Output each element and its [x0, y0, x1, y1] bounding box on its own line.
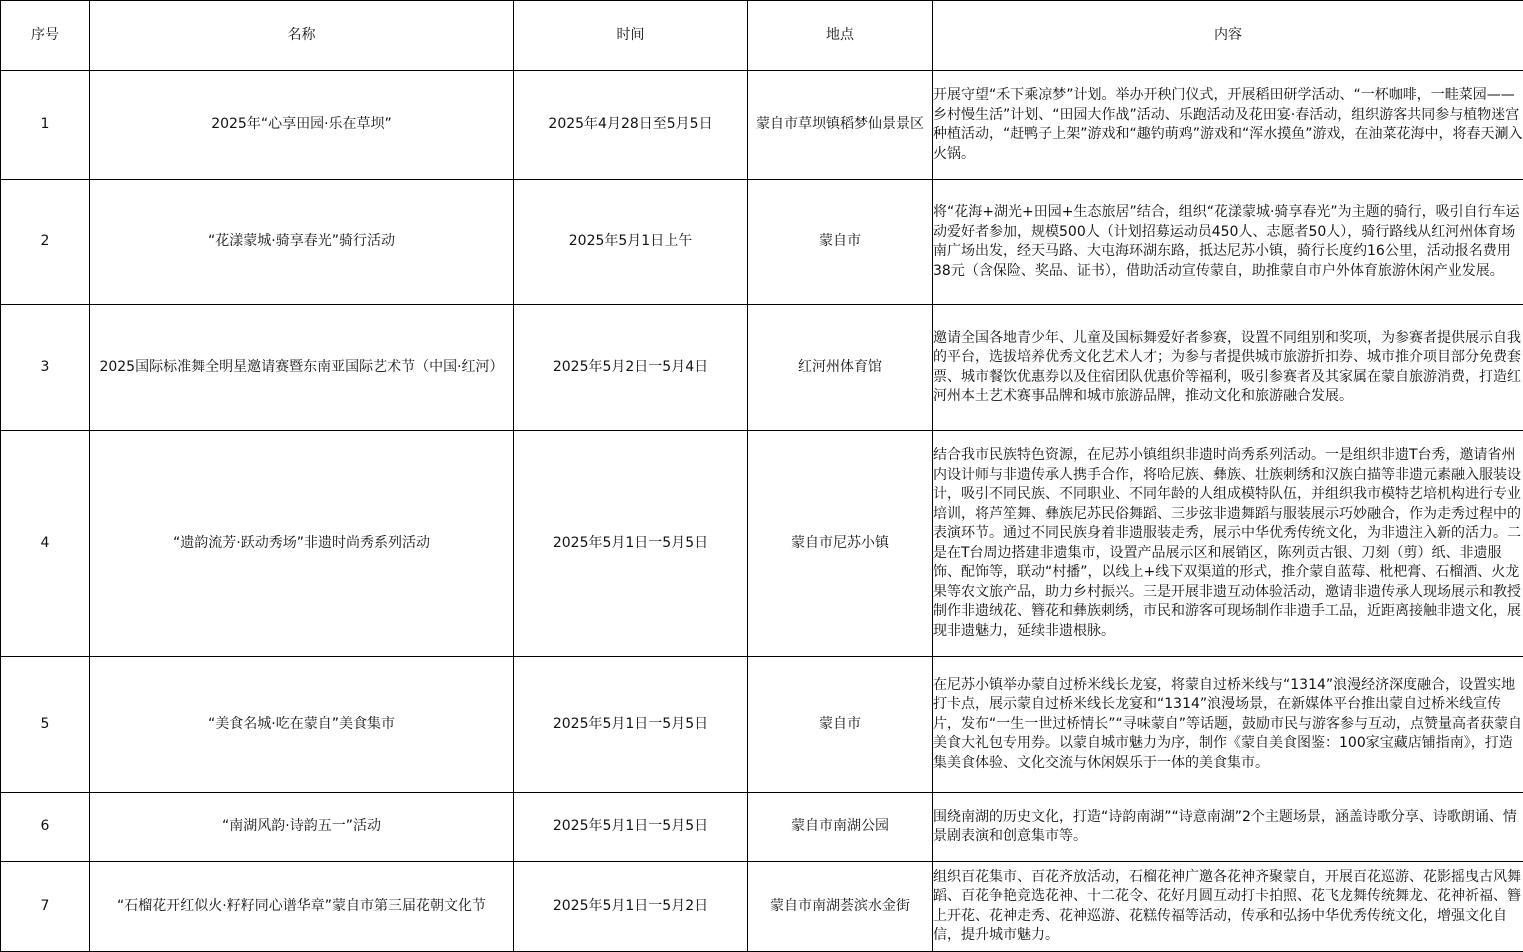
cell-time: 2025年5月1日一5月5日: [514, 431, 748, 657]
cell-time: 2025年5月1日一5月2日: [514, 862, 748, 952]
cell-name: “南湖风韵·诗韵五一”活动: [90, 793, 514, 862]
cell-time: 2025年5月1日上午: [514, 180, 748, 305]
table-row: [1, 862, 1523, 952]
cell-name: “石榴花开红似火·籽籽同心谱华章”蒙自市第三届花朝文化节: [90, 862, 514, 952]
cell-name: “遗韵流芳·跃动秀场”非遗时尚秀系列活动: [90, 431, 514, 657]
cell-place: 蒙自市草坝镇稻梦仙景景区: [748, 71, 933, 180]
cell-place: 红河州体育馆: [748, 305, 933, 431]
table-row: [1, 657, 1523, 793]
cell-no: 3: [1, 305, 90, 431]
table-row: [1, 793, 1523, 862]
header-no: 序号: [1, 1, 90, 71]
cell-name: “美食名城·吃在蒙自”美食集市: [90, 657, 514, 793]
cell-no: 7: [1, 862, 90, 952]
cell-time: 2025年5月1日一5月5日: [514, 657, 748, 793]
cell-time: 2025年5月1日一5月5日: [514, 793, 748, 862]
cell-no: 6: [1, 793, 90, 862]
cell-time: 2025年4月28日至5月5日: [514, 71, 748, 180]
header-name: 名称: [90, 1, 514, 71]
cell-place: 蒙自市南湖公园: [748, 793, 933, 862]
cell-content: 组织百花集市、百花齐放活动，石榴花神广邀各花神齐聚蒙自，开展百花巡游、花影摇曳古风舞蹈、百花争艳竞选花神、十二花令、花好月圆互动打卡拍照、花飞龙舞传统舞龙、花神祈福、簪上开花、花神走秀、花神巡游、花糕传福等活动，传承和弘扬中华优秀传统文化，增强文化自信，提升城市魅力。: [933, 862, 1523, 952]
header-place: 地点: [748, 1, 933, 71]
cell-content: 开展守望“禾下乘凉梦”计划。举办开秧门仪式，开展稻田研学活动、“一杯咖啡，一畦菜园——乡村慢生活”计划、“田园大作战”活动、乐跑活动及花田宴·春活动，组织游客共同参与植物迷宫种植活动，“赶鸭子上架”游戏和“趣钓萌鸡”游戏和“浑水摸鱼”游戏，在油菜花海中，将春天涮入火锅。: [933, 71, 1523, 180]
cell-name: 2025年“心享田园·乐在草坝”: [90, 71, 514, 180]
cell-no: 2: [1, 180, 90, 305]
cell-no: 4: [1, 431, 90, 657]
cell-content: 邀请全国各地青少年、儿童及国标舞爱好者参赛，设置不同组别和奖项，为参赛者提供展示自我的平台，选拔培养优秀文化艺术人才；为参与者提供城市旅游折扣券、城市推介项目部分免费套票、城市餐饮优惠券以及住宿团队优惠价等福利，吸引参赛者及其家属在蒙自旅游消费，打造红河州本土艺术赛事品牌和城市旅游品牌，推动文化和旅游融合发展。: [933, 305, 1523, 431]
cell-no: 1: [1, 71, 90, 180]
cell-content: 在尼苏小镇举办蒙自过桥米线长龙宴，将蒙自过桥米线与“1314”浪漫经济深度融合，设置实地打卡点，展示蒙自过桥米线长龙宴和“1314”浪漫场景，在新媒体平台推出蒙自过桥米线宣传片，发布“一生一世过桥情长”“寻味蒙自”等话题，鼓励市民与游客参与互动，点赞量高者获蒙自美食大礼包专用券。以蒙自城市魅力为序，制作《蒙自美食图鉴：100家宝藏店铺指南》，打造集美食体验、文化交流与休闲娱乐于一体的美食集市。: [933, 657, 1523, 793]
cell-place: 蒙自市南湖荟滨水金街: [748, 862, 933, 952]
cell-place: 蒙自市: [748, 657, 933, 793]
header-time: 时间: [514, 1, 748, 71]
cell-place: 蒙自市: [748, 180, 933, 305]
table-row: [1, 71, 1523, 180]
cell-content: 围绕南湖的历史文化，打造“诗韵南湖”“诗意南湖”2个主题场景，涵盖诗歌分享、诗歌朗诵、情景剧表演和创意集市等。: [933, 793, 1523, 862]
header-row: [1, 1, 1523, 71]
table-row: [1, 180, 1523, 305]
cell-name: 2025国际标准舞全明星邀请赛暨东南亚国际艺术节（中国·红河）: [90, 305, 514, 431]
table-row: [1, 431, 1523, 657]
cell-place: 蒙自市尼苏小镇: [748, 431, 933, 657]
cell-time: 2025年5月2日一5月4日: [514, 305, 748, 431]
cell-content: 结合我市民族特色资源，在尼苏小镇组织非遗时尚秀系列活动。一是组织非遗T台秀，邀请省州内设计师与非遗传承人携手合作，将哈尼族、彝族、壮族刺绣和汉族白描等非遗元素融入服装设计，吸引不同民族、不同职业、不同年龄的人组成模特队伍，并组织我市模特艺培机构进行专业培训，将芦笙舞、彝族尼苏民俗舞蹈、三步弦非遗舞蹈与服装展示巧妙融合，作为走秀过程中的表演环节。通过不同民族身着非遗服装走秀，展示中华优秀传统文化，为非遗注入新的活力。二是在T台周边搭建非遗集市，设置产品展示区和展销区，陈列贡古银、刀刻（剪）纸、非遗服饰、配饰等，联动“村播”，以线上+线下双渠道的形式，推介蒙自蓝莓、枇杷膏、石榴酒、火龙果等农文旅产品，助力乡村振兴。三是开展非遗互动体验活动，邀请非遗传承人现场展示和教授制作非遗绒花、簪花和彝族刺绣，市民和游客可现场制作非遗手工品，近距离接触非遗文化，展现非遗魅力，延续非遗根脉。: [933, 431, 1523, 657]
cell-content: 将“花海+湖光+田园+生态旅居”结合，组织“花漾蒙城·骑享春光”为主题的骑行，吸引自行车运动爱好者参加，规模500人（计划招募运动员450人、志愿者50人），骑行路线从红河州体育场南广场出发，经天马路、大屯海环湖东路，抵达尼苏小镇，骑行长度约16公里，活动报名费用38元（含保险、奖品、证书），借助活动宣传蒙自，助推蒙自市户外体育旅游休闲产业发展。: [933, 180, 1523, 305]
table-row: [1, 305, 1523, 431]
cell-name: “花漾蒙城·骑享春光”骑行活动: [90, 180, 514, 305]
header-content: 内容: [933, 1, 1523, 71]
cell-no: 5: [1, 657, 90, 793]
